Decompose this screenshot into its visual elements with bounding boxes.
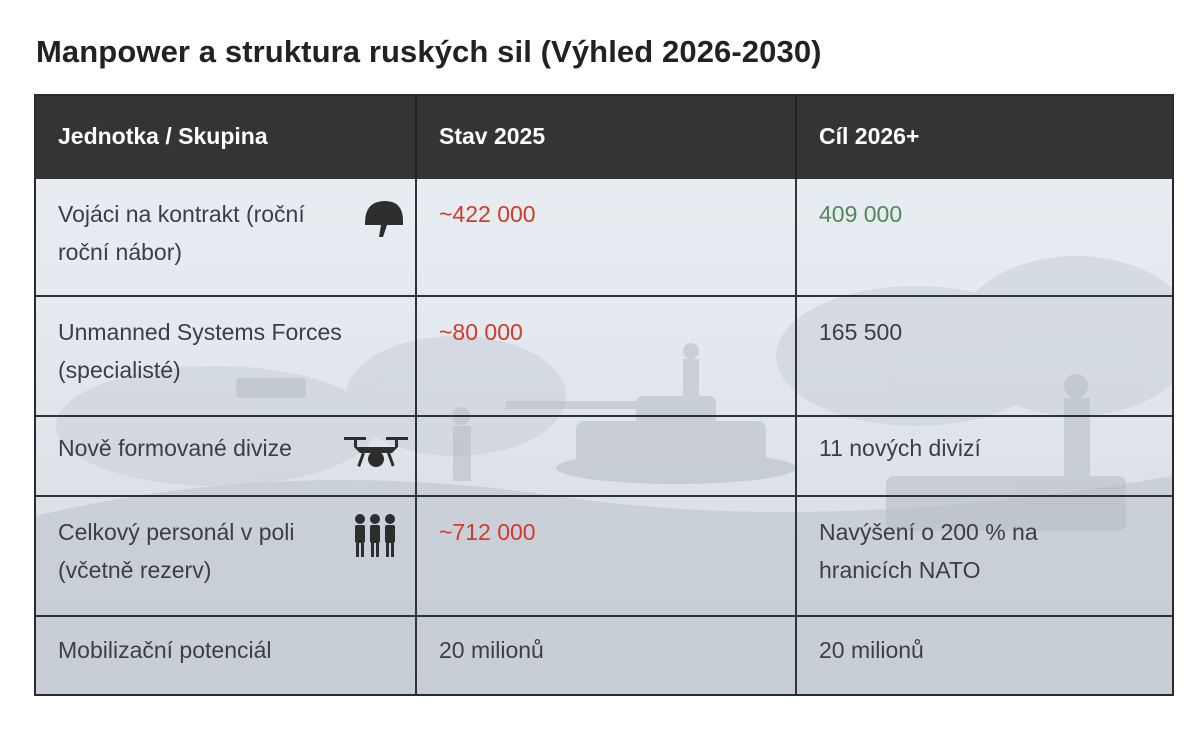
- cell-unit: [36, 178, 416, 296]
- cell-unit: [36, 496, 416, 616]
- helmet-icon: [361, 197, 407, 239]
- unit-label: Nově formované divize: [58, 435, 292, 461]
- soldiers-group-icon: [352, 513, 398, 559]
- cell-cil: 11 nových divizí: [796, 416, 1172, 496]
- unit-label: Celkový personál v poli (včetně rezerv): [58, 519, 295, 583]
- cell-stav: [416, 416, 796, 496]
- table-row: [36, 616, 1172, 696]
- cell-unit: [36, 296, 416, 416]
- unit-label: Unmanned Systems Forces (specialisté): [58, 319, 342, 383]
- header-cil-2026: Cíl 2026+: [796, 96, 1172, 178]
- cell-stav: 20 milionů: [416, 616, 796, 696]
- forces-table: [36, 96, 1172, 696]
- cell-cil: 165 500: [796, 296, 1172, 416]
- cell-unit: [36, 416, 416, 496]
- cell-stav: ~422 000: [416, 178, 796, 296]
- table-row: [36, 296, 1172, 416]
- header-unit: Jednotka / Skupina: [36, 96, 416, 178]
- cell-cil: [796, 496, 1172, 616]
- page-title: Manpower a struktura ruských sil (Výhled 2026-2030): [36, 34, 822, 69]
- table-header-row: [36, 96, 1172, 178]
- forces-table-container: [34, 94, 1174, 696]
- cell-stav: ~712 000: [416, 496, 796, 616]
- cil-label: Navýšení o 200 % na hranicích NATO: [819, 519, 1038, 583]
- header-stav-2025: Stav 2025: [416, 96, 796, 178]
- cell-cil: 409 000: [796, 178, 1172, 296]
- unit-label: Vojáci na kontrakt (roční roční nábor): [58, 201, 305, 265]
- cell-cil: 20 milionů: [796, 616, 1172, 696]
- cell-stav: ~80 000: [416, 296, 796, 416]
- table-row: [36, 416, 1172, 496]
- cell-unit: Mobilizační potenciál: [36, 616, 416, 696]
- table-row: [36, 496, 1172, 616]
- table-row: [36, 178, 1172, 296]
- drone-icon: [342, 431, 410, 473]
